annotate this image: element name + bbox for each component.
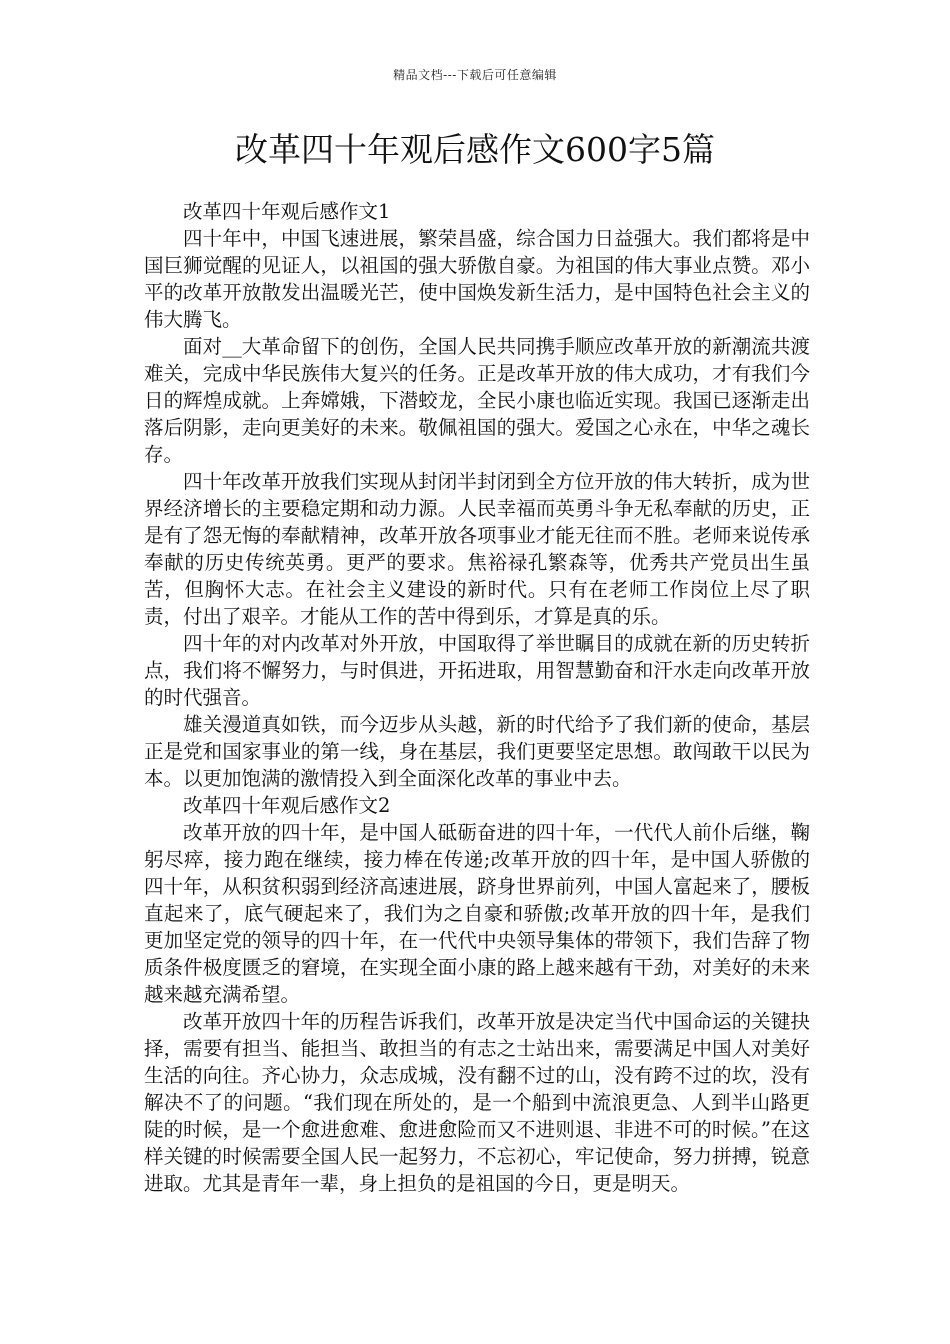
page-header-note: 精品文档---下载后可任意编辑	[393, 68, 557, 82]
section-heading: 改革四十年观后感作文1	[183, 200, 391, 223]
paragraph: 四十年的对内改革对外开放，中国取得了举世瞩目的成就在新的历史转折点，我们将不懈努力，与时俱进，开拓进取，用智慧勤奋和汗水走向改革开放的时代强音。	[144, 632, 810, 709]
paragraph: 四十年中，中国飞速进展，繁荣昌盛，综合国力日益强大。我们都将是中国巨狮觉醒的见证人，以祖国的强大骄傲自豪。为祖国的伟大事业点赞。邓小平的改革开放散发出温暖光芒，使中国焕发新生活力，是中国特色社会主义的伟大腾飞。	[144, 227, 810, 331]
paragraph: 改革开放的四十年，是中国人砥砺奋进的四十年，一代代人前仆后继，鞠躬尽瘁，接力跑在继续，接力棒在传递;改革开放的四十年，是中国人骄傲的四十年，从积贫积弱到经济高速进展，跻身世界前列，中国人富起来了，腰板直起来了，底气硬起来了，我们为之自豪和骄傲;改革开放的四十年，是我们更加坚定党的领导的四十年，在一代代中央领导集体的带领下，我们告辞了物质条件极度匮乏的窘境，在实现全面小康的路上越来越有干劲，对美好的未来越来越充满希望。	[144, 821, 810, 1006]
document-body	[144, 198, 810, 1197]
paragraph: 雄关漫道真如铁，而今迈步从头越，新的时代给予了我们新的使命，基层正是党和国家事业的第一线，身在基层，我们更要坚定思想。敢闯敢干以民为本。以更加饱满的激情投入到全面深化改革的事业中去。	[144, 713, 810, 790]
paragraph: 面对__大革命留下的创伤，全国人民共同携手顺应改革开放的新潮流共渡难关，完成中华民族伟大复兴的任务。正是改革开放的伟大成功，才有我们今日的辉煌成就。上奔嫦娥，下潜蛟龙，全民小康也临近实现。我国已逐渐走出落后阴影，走向更美好的未来。敬佩祖国的强大。爱国之心永在，中华之魂长存。	[144, 335, 810, 466]
document-title: 改革四十年观后感作文600字5篇	[235, 130, 715, 169]
paragraph: 改革开放四十年的历程告诉我们，改革开放是决定当代中国命运的关键抉择，需要有担当、能担当、敢担当的有志之士站出来，需要满足中国人对美好生活的向往。齐心协力，众志成城，没有翻不过的山，没有跨不过的坎，没有解决不了的问题。“我们现在所处的，是一个船到中流浪更急、人到半山路更陡的时候，是一个愈进愈难、愈进愈险而又不进则退、非进不可的时候。”在这样关键的时候需要全国人民一起努力，不忘初心，牢记使命，努力拼搏，锐意进取。尤其是青年一辈，身上担负的是祖国的今日，更是明天。	[144, 1010, 810, 1195]
paragraph: 四十年改革开放我们实现从封闭半封闭到全方位开放的伟大转折，成为世界经济增长的主要稳定期和动力源。人民幸福而英勇斗争无私奉献的历史，正是有了怨无悔的奉献精神，改革开放各项事业才能无往而不胜。老师来说传承奉献的历史传统英勇。更严的要求。焦裕禄孔繁森等，优秀共产党员出生虽苦，但胸怀大志。在社会主义建设的新时代。只有在老师工作岗位上尽了职责，付出了艰辛。才能从工作的苦中得到乐，才算是真的乐。	[144, 470, 810, 628]
section-heading: 改革四十年观后感作文2	[183, 794, 391, 817]
